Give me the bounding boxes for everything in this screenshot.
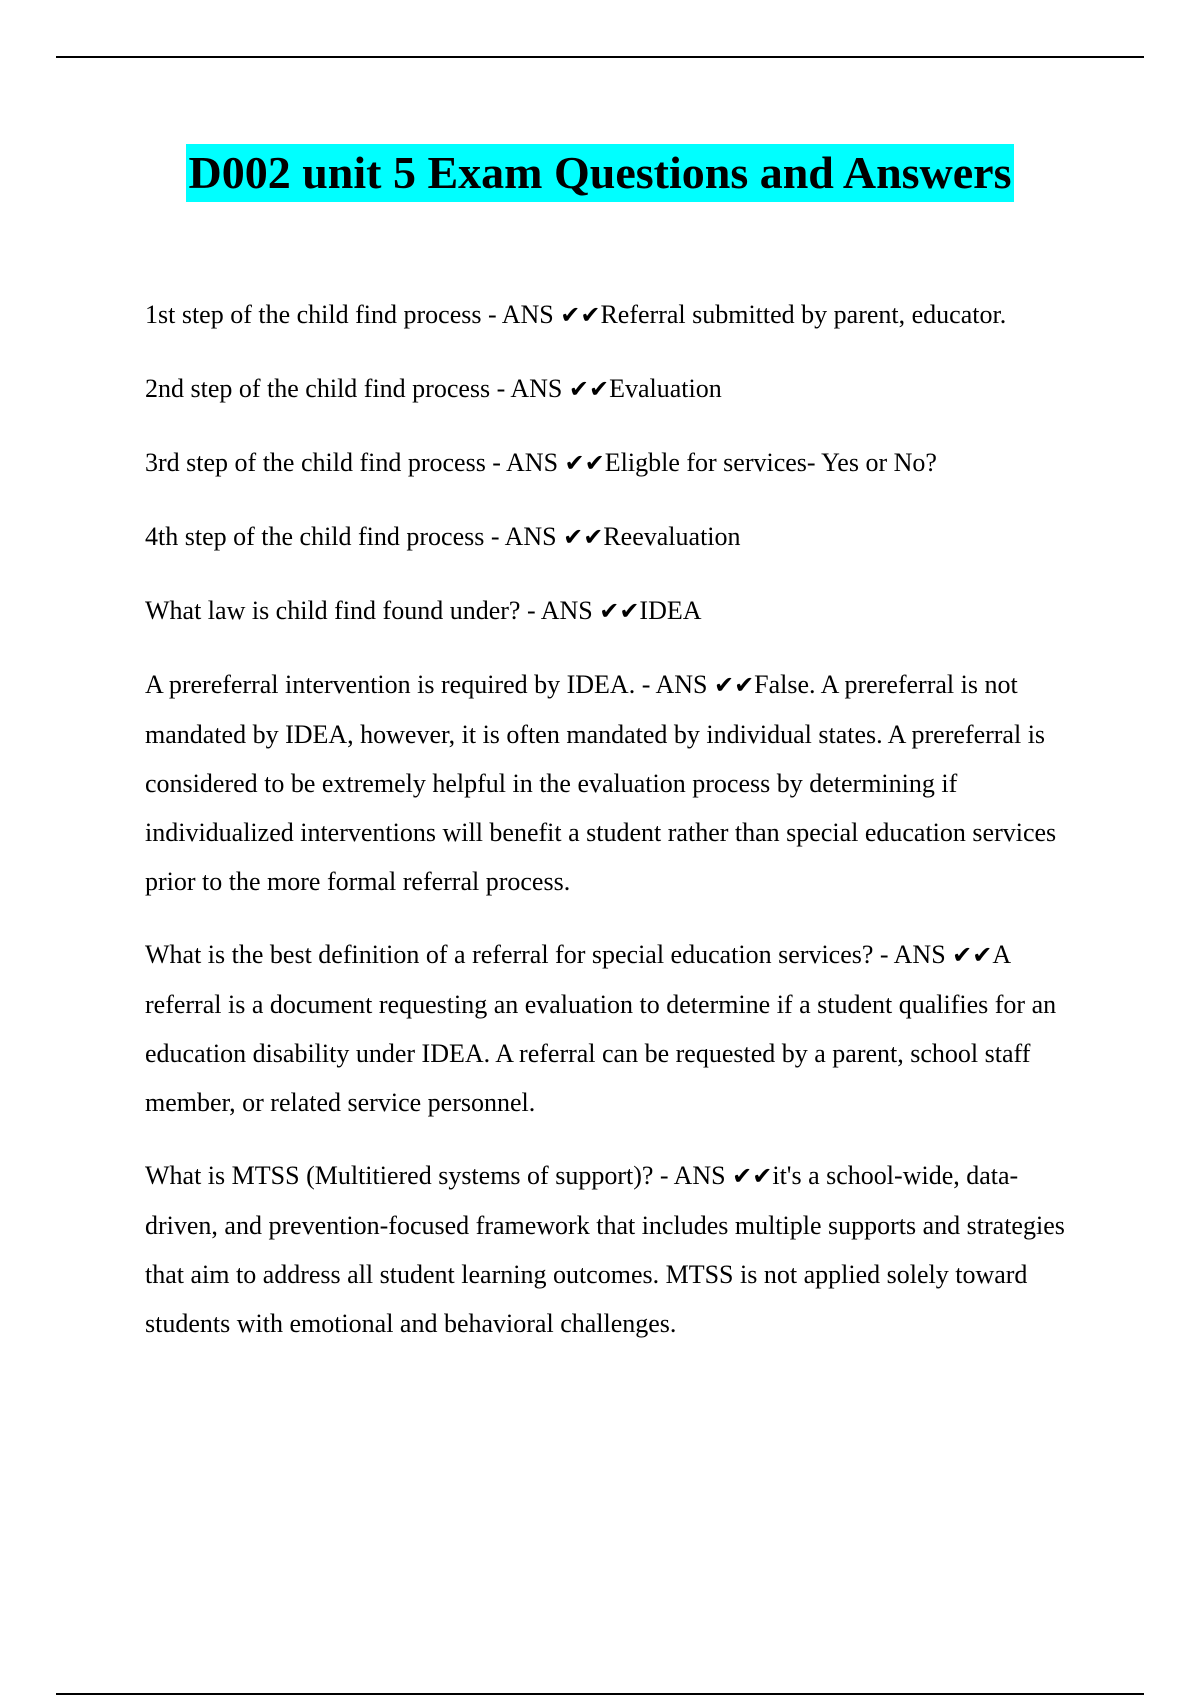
answer-marker: ANS [501, 300, 554, 329]
question-text: 3rd step of the child find process - [145, 448, 507, 477]
double-check-icon: ✔✔ [952, 941, 993, 969]
answer-text: it's a school-wide, data-driven, and prevention-focused framework that includes multiple supports and strategies that aim to address all student learning outcomes. MTSS is not applied solely toward students with emotional and behavioral challenges. [145, 1161, 1065, 1338]
answer-marker: ANS [504, 522, 557, 551]
double-check-icon: ✔✔ [560, 301, 601, 329]
answer-text: A referral is a document requesting an evaluation to determine if a student qualifies for an education disability under IDEA. A referral can be requested by a parent, school staff member, or related service personnel. [145, 940, 1057, 1117]
qa-item [145, 364, 1090, 414]
double-check-icon: ✔✔ [599, 597, 640, 625]
question-text: 4th step of the child find process - [145, 522, 505, 551]
answer-marker: ANS [540, 596, 593, 625]
answer-text: IDEA [639, 596, 702, 625]
answer-text: Evaluation [609, 374, 722, 403]
answer-text: Eligble for services- Yes or No? [604, 448, 937, 477]
qa-item [145, 290, 1090, 340]
answer-marker: ANS [893, 940, 946, 969]
answer-marker: ANS [673, 1161, 726, 1190]
answer-text: Referral submitted by parent, educator. [600, 300, 1007, 329]
double-check-icon: ✔✔ [564, 449, 605, 477]
question-text: What is the best definition of a referral for special education services? - [145, 940, 894, 969]
top-rule [56, 56, 1144, 58]
qa-item [145, 930, 1090, 1127]
double-check-icon: ✔✔ [568, 375, 610, 403]
answer-text: False. A prereferral is not mandated by IDEA, however, it is often mandated by individual states. A prereferral is considered to be extremely helpful in the evaluation process by determining if individualized interventions will benefit a student rather than special education services prior to the more formal referral process. [145, 670, 1057, 896]
qa-item [145, 438, 1090, 488]
answer-marker: ANS [510, 374, 563, 403]
qa-item [145, 586, 1090, 636]
answer-marker: ANS [506, 448, 559, 477]
question-text: 1st step of the child find process - [145, 300, 502, 329]
answer-marker: ANS [655, 670, 708, 699]
question-text: A prereferral intervention is required by IDEA. - [145, 670, 656, 699]
double-check-icon: ✔✔ [563, 523, 604, 551]
question-text: 2nd step of the child find process - [145, 374, 511, 403]
bottom-rule [56, 1693, 1144, 1695]
qa-item [145, 1151, 1090, 1348]
question-text: What law is child find found under? - [145, 596, 541, 625]
double-check-icon: ✔✔ [713, 671, 755, 699]
double-check-icon: ✔✔ [732, 1162, 773, 1190]
page-title: D002 unit 5 Exam Questions and Answers [186, 144, 1013, 202]
answer-text: Reevaluation [603, 522, 741, 551]
qa-list [145, 290, 1090, 1372]
question-text: What is MTSS (Multitiered systems of support)? - [145, 1161, 674, 1190]
title-container [0, 144, 1200, 202]
qa-item [145, 512, 1090, 562]
qa-item [145, 660, 1090, 906]
